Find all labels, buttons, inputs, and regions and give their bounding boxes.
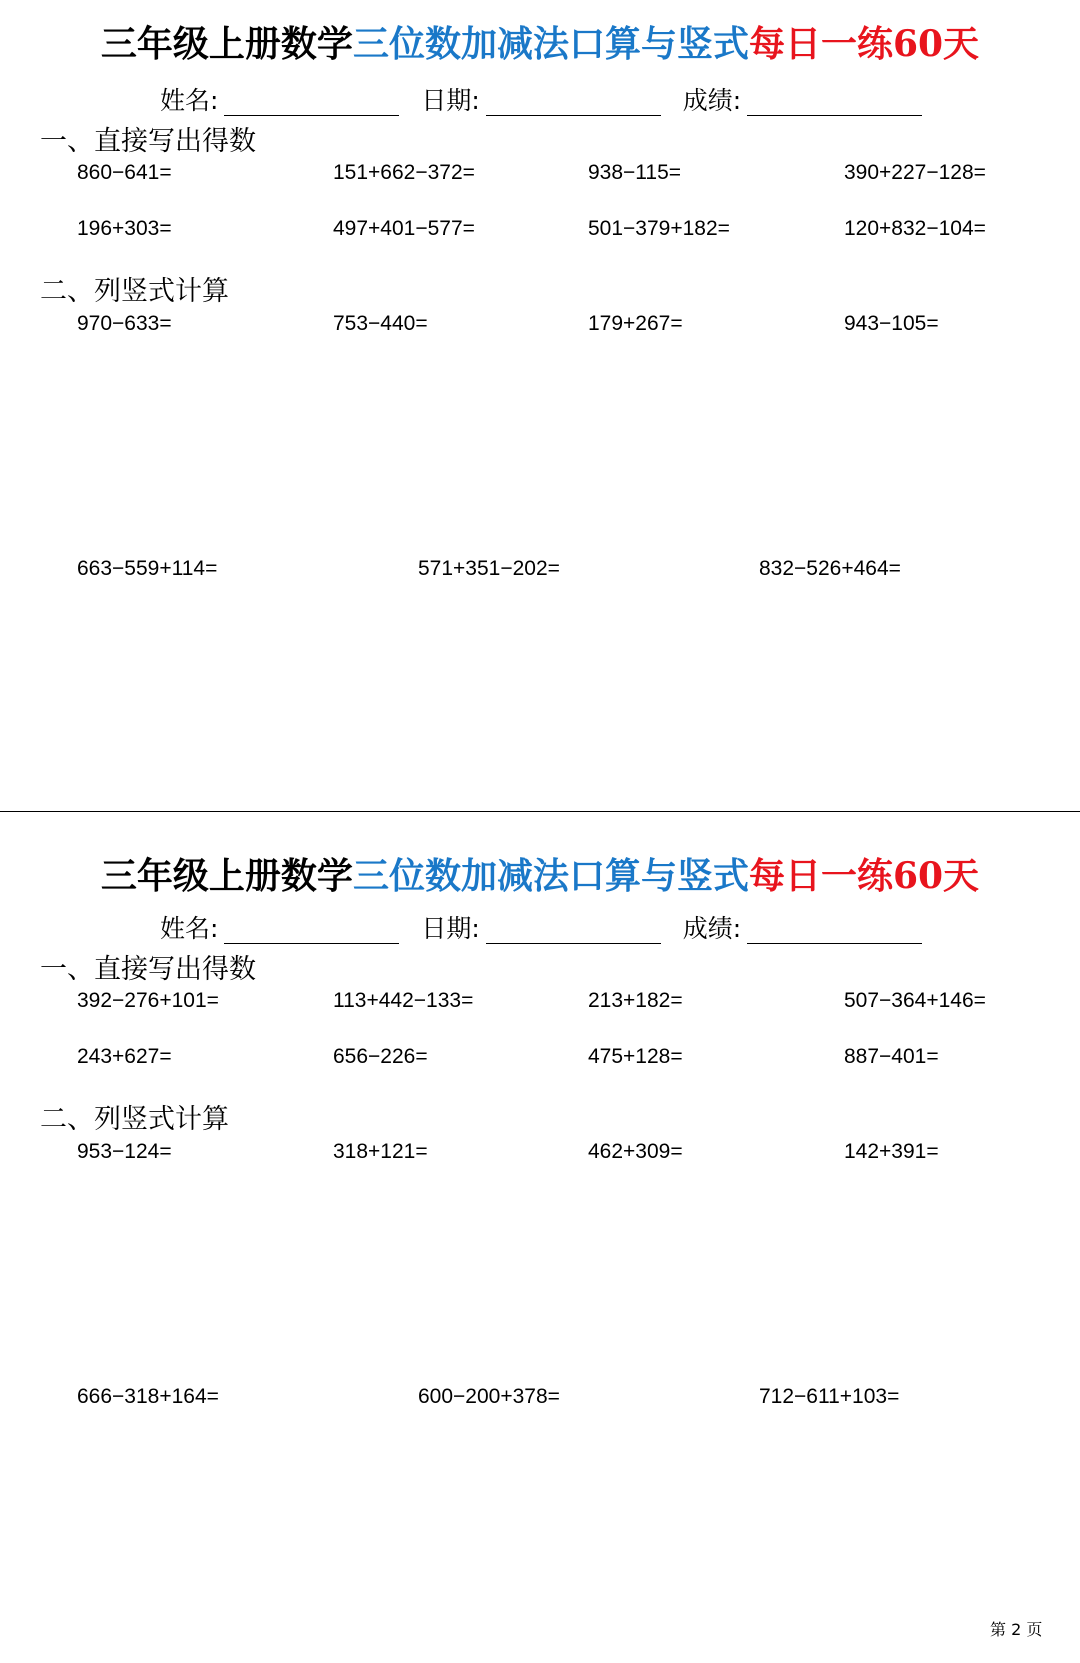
name-blank[interactable] [224, 917, 399, 944]
worksheet-1 [0, 0, 1080, 812]
problem: 501−379+182= [588, 217, 730, 240]
problem: 243+627= [77, 1045, 172, 1068]
date-label: 日期: [421, 86, 480, 115]
date-blank[interactable] [486, 89, 661, 116]
problem: 663−559+114= [77, 557, 218, 580]
problem: 600−200+378= [418, 1385, 560, 1408]
section-vertical-calc-title: 二、列竖式计算 [40, 276, 229, 307]
title-daily-part: 每日一练60天 [748, 855, 980, 897]
problem: 120+832−104= [844, 217, 986, 240]
name-label: 姓名: [160, 914, 219, 943]
problem: 462+309= [588, 1140, 683, 1163]
problem: 943−105= [844, 312, 939, 335]
problem: 887−401= [844, 1045, 939, 1068]
page-number: 第 2 页 [990, 1620, 1043, 1639]
problem: 571+351−202= [418, 557, 560, 580]
problem: 497+401−577= [333, 217, 475, 240]
student-info-row [160, 86, 936, 116]
title-topic-part: 三位数加减法口算与竖式 [352, 23, 749, 65]
problem: 151+662−372= [333, 161, 475, 184]
problem: 196+303= [77, 217, 172, 240]
worksheet-2 [0, 812, 1080, 1624]
problem: 390+227−128= [844, 161, 986, 184]
student-info-row [160, 914, 936, 944]
problem: 753−440= [333, 312, 428, 335]
section-vertical-calc-title: 二、列竖式计算 [40, 1104, 229, 1135]
problem: 712−611+103= [759, 1385, 900, 1408]
problem: 142+391= [844, 1140, 939, 1163]
date-blank[interactable] [486, 917, 661, 944]
problem: 318+121= [333, 1140, 428, 1163]
problem: 666−318+164= [77, 1385, 219, 1408]
title-grade-part: 三年级上册数学 [100, 23, 353, 65]
problem: 179+267= [588, 312, 683, 335]
worksheet-title [0, 22, 1080, 66]
title-topic-part: 三位数加减法口算与竖式 [352, 855, 749, 897]
section-mental-math-title: 一、直接写出得数 [40, 126, 256, 157]
problem: 213+182= [588, 989, 683, 1012]
score-blank[interactable] [747, 917, 922, 944]
worksheet-title [0, 854, 1080, 898]
score-blank[interactable] [747, 89, 922, 116]
problem: 507−364+146= [844, 989, 986, 1012]
score-label: 成绩: [682, 914, 742, 943]
problem: 860−641= [77, 161, 172, 184]
problem: 832−526+464= [759, 557, 901, 580]
date-label: 日期: [421, 914, 480, 943]
name-label: 姓名: [160, 86, 219, 115]
problem: 113+442−133= [333, 989, 474, 1012]
problem: 656−226= [333, 1045, 428, 1068]
section-mental-math-title: 一、直接写出得数 [40, 954, 256, 985]
name-blank[interactable] [224, 89, 399, 116]
score-label: 成绩: [682, 86, 742, 115]
problem: 953−124= [77, 1140, 172, 1163]
problem: 475+128= [588, 1045, 683, 1068]
problem: 938−115= [588, 161, 682, 184]
problem: 970−633= [77, 312, 172, 335]
title-grade-part: 三年级上册数学 [100, 855, 353, 897]
problem: 392−276+101= [77, 989, 219, 1012]
title-daily-part: 每日一练60天 [748, 23, 980, 65]
